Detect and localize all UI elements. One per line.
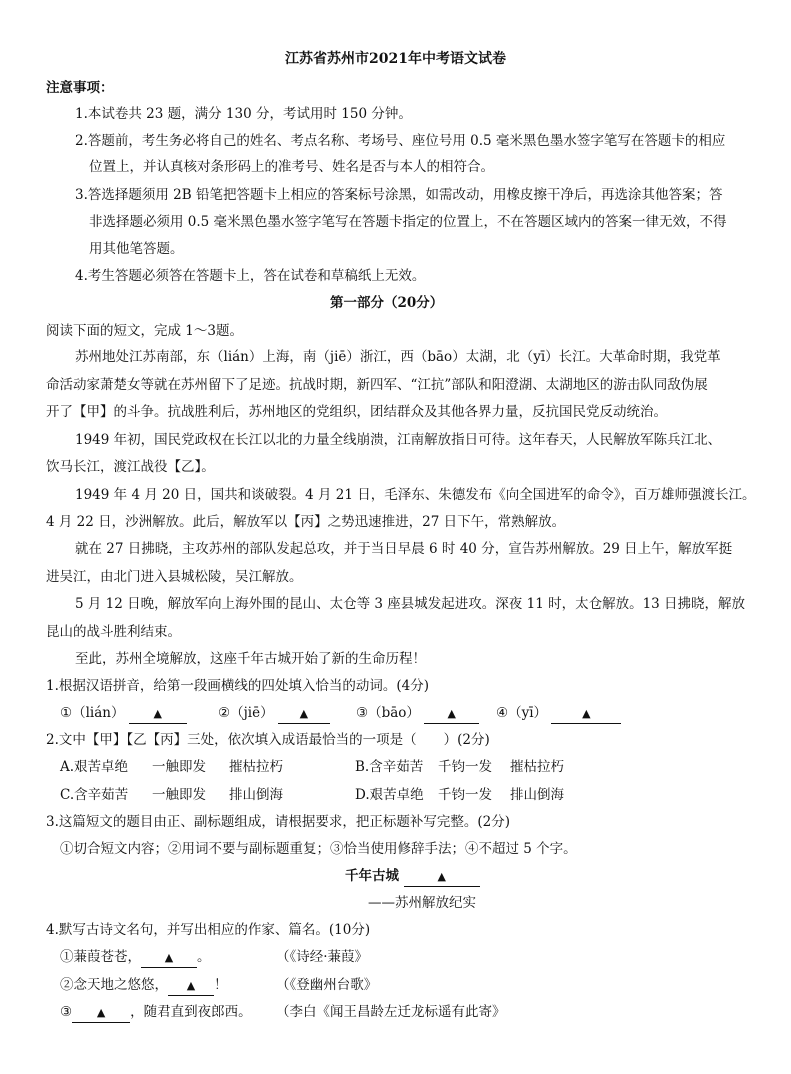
notice-item: 非选择题必须用 0.5 毫米黑色墨水签字笔写在答题卡指定的位置上，不在答题区域内的答案一律无效，不得 — [89, 214, 727, 230]
part1-heading: 第一部分（20分） — [330, 295, 444, 311]
passage-line: 1949 年初，国民党政权在长江以北的力量全线崩溃，江南解放指日可待。这年春天，人民解放军陈兵江北、 — [75, 432, 722, 448]
triangle-icon: ▲ — [164, 951, 174, 964]
passage-line: 就在 27 日拂晓，主攻苏州的部队发起总攻，并于当日早晨 6 时 40 分，宣告苏州解放。29 日上午，解放军挺 — [75, 541, 733, 557]
triangle-icon: ▲ — [582, 707, 591, 720]
answer-blank[interactable] — [278, 704, 330, 724]
q3-main-title — [345, 867, 480, 887]
triangle-icon: ▲ — [437, 870, 446, 883]
q1-item-label: ①（lián） — [60, 705, 125, 721]
q1-item — [60, 704, 187, 724]
poem-text: ②念天地之悠悠， — [60, 977, 168, 993]
q1-item — [496, 704, 621, 724]
passage-line: 昆山的战斗胜利结束。 — [46, 624, 181, 640]
part1-instruction: 阅读下面的短文，完成 1～3题。 — [46, 323, 243, 339]
answer-blank[interactable] — [168, 976, 214, 996]
notice-item: 3.答选择题须用 2B 铅笔把答题卡上相应的答案标号涂黑，如需改动，用橡皮擦干净后，再选涂其他答案；答 — [75, 187, 723, 203]
q1-item-label: ③（bāo） — [356, 705, 420, 721]
answer-blank[interactable] — [424, 704, 479, 724]
notice-item: 1.本试卷共 23 题，满分 130 分，考试用时 150 分钟。 — [75, 106, 412, 122]
q4-source: （《登幽州台歌》 — [276, 977, 378, 993]
passage-line: 5 月 12 日晚，解放军向上海外围的昆山、太仓等 3 座县城发起进攻。深夜 11 时，太仓解放。13 日拂晓，解放 — [75, 596, 746, 612]
answer-blank[interactable] — [141, 948, 197, 968]
q4-line — [60, 948, 211, 968]
option-word: 千钧一发 — [438, 787, 492, 803]
option-word: 排山倒海 — [510, 787, 564, 803]
passage-line: 至此，苏州全境解放，这座千年古城开始了新的生命历程！ — [75, 651, 426, 667]
passage-line: 命活动家萧楚女等就在苏州留下了足迹。抗战时期，新四军、“江抗”部队和阳澄湖、太湖地区的游击队同敌伪展 — [46, 377, 708, 393]
answer-blank[interactable] — [129, 704, 187, 724]
q1-item-label: ④（yī） — [496, 705, 548, 721]
option-word: 排山倒海 — [229, 787, 283, 803]
triangle-icon: ▲ — [153, 707, 163, 720]
q1-item-label: ②（jiē） — [218, 705, 274, 721]
passage-line: 1949 年 4 月 20 日，国共和谈破裂。4 月 21 日，毛泽东、朱德发布《向全国进军的命令》，百万雄师强渡长江。 — [75, 487, 756, 503]
poem-text: ，随君直到夜郎西。 — [130, 1004, 252, 1020]
q1-item — [218, 704, 330, 724]
passage-line: 开了【甲】的斗争。抗战胜利后，苏州地区的党组织，团结群众及其他各界力量，反抗国民党反动统治。 — [46, 404, 667, 420]
notice-item: 用其他笔答题。 — [89, 241, 184, 257]
triangle-icon: ▲ — [299, 707, 309, 720]
option-word: 千钧一发 — [438, 759, 492, 775]
poem-text: ！ — [214, 977, 228, 993]
answer-blank[interactable] — [404, 867, 480, 887]
q4-source: （李白《闻王昌龄左迁龙标遥有此寄》 — [276, 1004, 506, 1020]
option-word: C.含辛茹苦 — [60, 787, 129, 803]
q3-stem: 3.这篇短文的题目由正、副标题组成，请根据要求，把正标题补写完整。(2分) — [46, 814, 511, 830]
option-word: A.艰苦卓绝 — [60, 759, 129, 775]
notice-item: 4.考生答题必须答在答题卡上，答在试卷和草稿纸上无效。 — [75, 268, 426, 284]
q4-stem: 4.默写古诗文名句，并写出相应的作家、篇名。(10分) — [46, 922, 371, 938]
q2-option-c[interactable] — [60, 786, 128, 804]
q4-line — [60, 976, 228, 996]
answer-blank[interactable] — [551, 704, 621, 724]
q2-option-b[interactable] — [355, 758, 423, 776]
poem-text: ①蒹葭苍苍， — [60, 949, 141, 965]
notice-heading: 注意事项： — [46, 80, 114, 96]
main-title-text: 千年古城 — [345, 868, 399, 884]
option-word: 一触即发 — [152, 759, 206, 775]
triangle-icon: ▲ — [186, 979, 196, 992]
q2-option-d[interactable] — [355, 786, 424, 804]
passage-line: 饮马长江，渡江战役【乙】。 — [46, 459, 215, 475]
notice-item: 位置上，并认真核对条形码上的准考号、姓名是否与本人的相符合。 — [89, 159, 494, 175]
q3-subtitle: ——苏州解放纪实 — [368, 895, 476, 911]
q3-requirements: ①切合短文内容；②用词不要与副标题重复；③恰当使用修辞手法；④不超过 5 个字。 — [60, 841, 577, 857]
q2-stem: 2.文中【甲】【乙【丙】三处，依次填入成语最恰当的一项是（ ）(2分) — [46, 732, 490, 748]
poem-text: ③ — [60, 1004, 73, 1020]
passage-line: 苏州地处江苏南部，东（lián）上海，南（jiē）浙江，西（bāo）太湖，北（yī）长江。大革命时期，我党革 — [75, 349, 721, 365]
q2-option-a[interactable] — [60, 758, 128, 776]
q1-stem: 1.根据汉语拼音，给第一段画横线的四处填入恰当的动词。(4分) — [46, 678, 430, 694]
poem-text: 。 — [197, 949, 211, 965]
triangle-icon: ▲ — [447, 707, 456, 720]
passage-line: 4 月 22 日，沙洲解放。此后，解放军以【丙】之势迅速推进，27 日下午，常熟解放。 — [46, 514, 566, 530]
option-word: 一触即发 — [152, 787, 206, 803]
q4-source: （《诗经·蒹葭》 — [276, 949, 369, 965]
triangle-icon: ▲ — [96, 1006, 106, 1019]
answer-blank[interactable] — [72, 1003, 130, 1023]
q1-item — [356, 704, 479, 724]
passage-line: 进吴江，由北门进入县城松陵，吴江解放。 — [46, 569, 303, 585]
option-word: B.含辛茹苦 — [355, 759, 424, 775]
option-word: 摧枯拉朽 — [229, 759, 283, 775]
option-word: D.艰苦卓绝 — [355, 787, 424, 803]
exam-title: 江苏省苏州市2021年中考语文试卷 — [285, 51, 506, 67]
q4-line — [60, 1003, 252, 1023]
option-word: 摧枯拉朽 — [510, 759, 564, 775]
notice-item: 2.答题前，考生务必将自己的姓名、考点名称、考场号、座位号用 0.5 毫米黑色墨水签字笔写在答题卡的相应 — [75, 133, 726, 149]
